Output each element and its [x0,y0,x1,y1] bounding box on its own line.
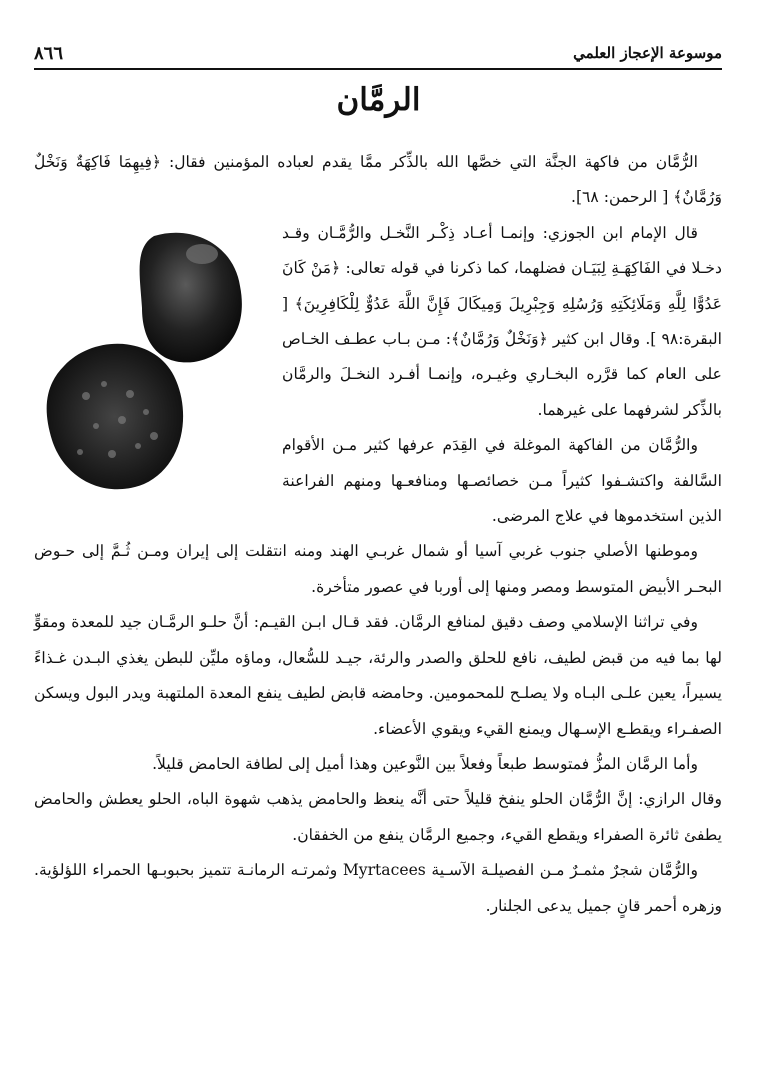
paragraph-7: وقال الرازي: إنَّ الرُّمَّان الحلو ينفخ قليلاً حتى أنَّه ينعظ والحامض يذهب شهوة الباه، الحلو يعطش والحامض يطفئ ثائرة الصفراء ويقطع القيء، وجميع الرمَّان ينفع من الخفقان. [34,790,722,844]
running-header [34,38,722,70]
paragraph-8: والرُّمَّان شجرٌ مثمـرٌ مـن الفصيلـة الآسـية Myrtacees وثمرتـه الرمانـة تتميز بحبوبـها الحمراء اللؤلؤية. وزهره أحمر قانٍ جميل يدعى الجلنار. [34,861,722,915]
pomegranate-image [34,216,268,512]
paragraph-4: وموطنها الأصلي جنوب غربي آسيا أو شمال غربـي الهند ومنه انتقلت إلى إيران ومـن ثُـمَّ إلى حـوض البحـر الأبيض المتوسط ومصر ومنها إلى أوربا في عصور متأخرة. [34,542,722,596]
section-title: الرمَّان [336,82,421,118]
pomegranate-illustration [34,216,268,512]
page-number: ٨٦٦ [34,42,64,64]
article-body [34,145,722,924]
paragraph-5: وفي تراثنا الإسلامي وصف دقيق لمنافع الرمَّان. فقد قـال ابـن القيـم: أنَّ حلـو الرمَّـان جيد للمعدة ومقوٍّ لها بما فيه من قبض لطيف، نافع للحلق والصدر والرئة، جيـد للسُّعال، وماؤه مليِّن للبطن يغذي البـدن غـذاءً يسيراً، يعين علـى البـاه ولا يصلـح للمحمومين. وحامضه قابض لطيف ينفع المعدة الملتهبة ويدر البول ويسكن الصفـراء ويقطـع الإسـهال ويمنع القيء ويقوي الأعضاء. [34,613,722,738]
paragraph-3: والرُّمَّان من الفاكهة الموغلة في القِدَم عرفها كثير مـن الأقوام السَّالفة واكتشـفوا كثيراً مـن خصائصـها ومنافعـها ومنهم الفراعنة الذين استخدموها في علاج المرضى. [282,436,722,526]
running-title: موسوعة الإعجاز العلمي [573,44,722,62]
paragraph-6: وأما الرمَّان المزُّ فمتوسط طبعاً وفعلاً بين النَّوعين وهذا أميل إلى لطافة الحامض قليلاً. [152,754,698,773]
paragraph-1: الرُّمَّان من فاكهة الجنَّة التي خصَّها الله بالذِّكر ممَّا يقدم لعباده المؤمنين فقال: ﴿فِيهِمَا فَاكِهَةٌ وَنَخْلٌ وَرُمَّانٌ﴾ [ الرحمن: ٦٨]. [34,153,722,207]
paragraph-2: قال الإمام ابن الجوزي: وإنمـا أعـاد ذِكْـر النَّخـل والرُّمَّـان وقـد دخـلا في الفَاكِهَـةِ لِبَيَـان فضلهما، كما ذكرنا في قوله تعالى: ﴿مَنْ كَانَ عَدُوًّا لِلَّهِ وَمَلَائِكَتِهِ وَرُسُلِهِ وَجِبْرِيلَ وَمِيكَالَ فَإِنَّ اللَّهَ عَدُوٌّ لِلْكَافِرِينَ﴾ [ البقرة:٩٨ ]. وقال ابن كثير ﴿وَنَخْلٌ وَرُمَّانٌ﴾: مـن بـاب عطـف الخـاص على العام كما قرَّره البخـاري وغيـره، وإنمـا أفـرد النخـلَ والرمَّان بالذِّكر لشرفهما على غيرهما. [282,223,722,419]
